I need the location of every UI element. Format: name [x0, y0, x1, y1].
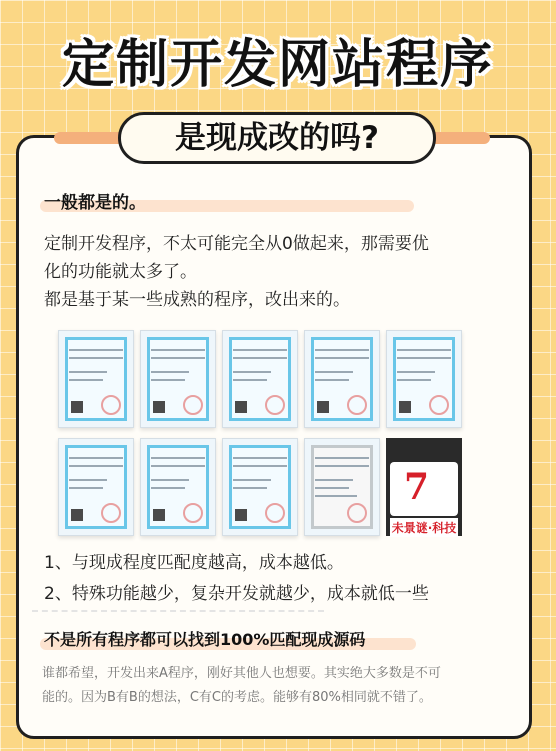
section1-heading: 一般都是的。 — [44, 193, 146, 213]
pill-left-wing — [54, 132, 128, 144]
list-item: 1、与现成程度匹配度越高，成本越低。 — [44, 553, 344, 573]
subtitle-pill: 是现成改的吗? — [118, 112, 436, 164]
divider — [32, 610, 324, 612]
logo-text: 未景谜·科技 — [390, 518, 458, 537]
footer-line: 能的。因为B有B的想法，C有C的考虑。能够有80%相同就不错了。 — [42, 690, 432, 705]
section1-line: 都是基于某一些成熟的程序，改出来的。 — [44, 290, 350, 310]
certificate-image — [222, 330, 298, 428]
page-title: 定制开发网站程序 — [61, 35, 494, 95]
certificate-image — [58, 438, 134, 536]
certificate-image — [58, 330, 134, 428]
logo-mark — [390, 462, 458, 535]
certificate-image — [386, 330, 462, 428]
certificate-gallery — [58, 330, 466, 536]
certificate-image — [140, 330, 216, 428]
company-logo — [386, 438, 462, 536]
footer-line: 谁都希望，开发出来A程序，刚好其他人也想要。其实绝大多数是不可 — [42, 666, 441, 681]
logo-seven-mark: 7 — [404, 466, 430, 508]
list-item: 2、特殊功能越少，复杂开发就越少，成本就低一些 — [44, 584, 429, 604]
certificate-image — [140, 438, 216, 536]
certificate-image — [304, 330, 380, 428]
section1-line: 定制开发程序，不太可能完全从0做起来，那需要优 — [44, 234, 429, 254]
certificate-image — [222, 438, 298, 536]
certificate-image — [304, 438, 380, 536]
section1-line: 化的功能就太多了。 — [44, 262, 197, 282]
section2-heading: 不是所有程序都可以找到100%匹配现成源码 — [44, 630, 366, 649]
